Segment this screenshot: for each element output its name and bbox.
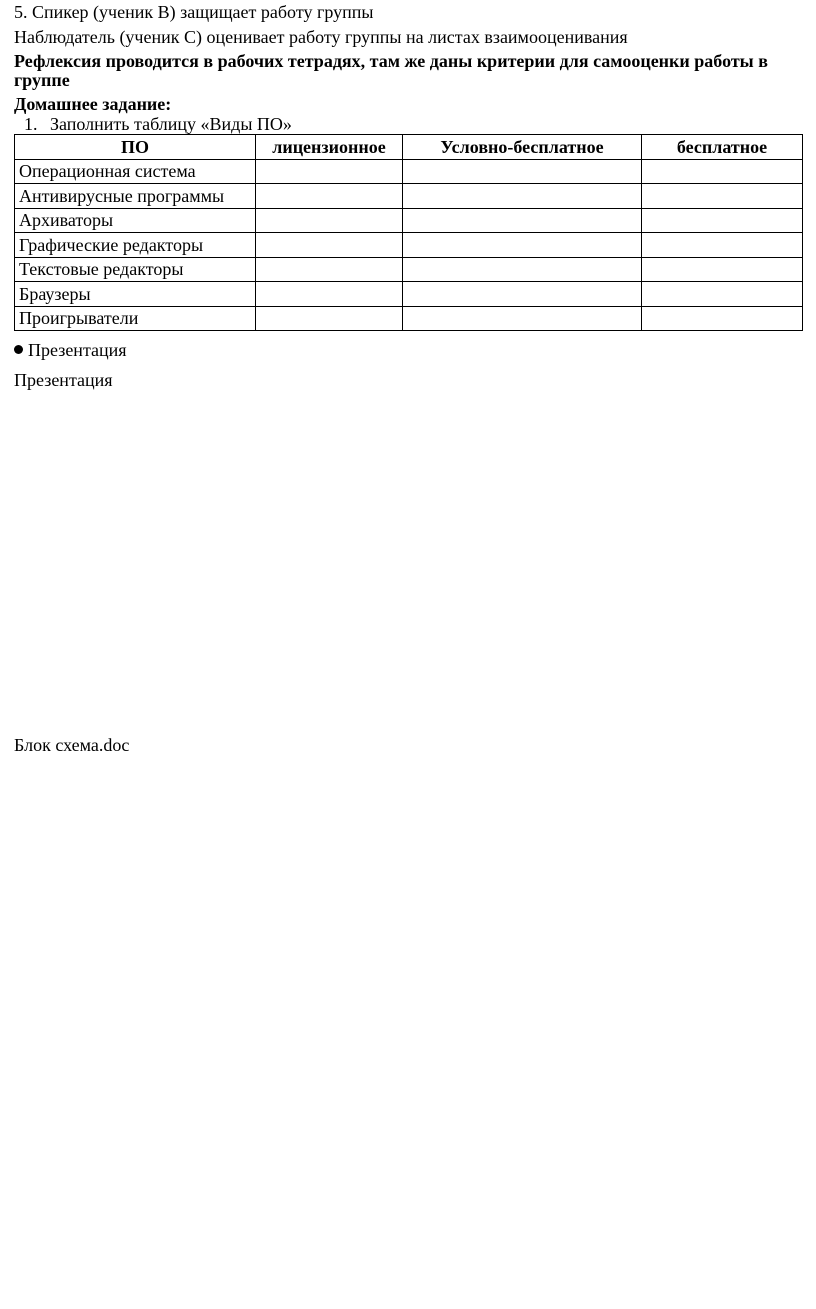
- table-cell: [256, 184, 403, 209]
- table-row: [15, 306, 803, 331]
- table-row: [15, 282, 803, 307]
- header-software: ПО: [15, 135, 256, 160]
- homework-item-text: Заполнить таблицу «Виды ПО»: [50, 114, 292, 134]
- table-cell: [403, 306, 642, 331]
- table-cell: [256, 282, 403, 307]
- table-cell: [642, 233, 803, 258]
- presentation-link[interactable]: Презентация: [14, 370, 113, 390]
- list-number: 1.: [24, 114, 38, 134]
- table-header-row: [15, 135, 803, 160]
- table-cell: [642, 159, 803, 184]
- table-cell: [256, 306, 403, 331]
- homework-title: Домашнее задание:: [14, 94, 172, 114]
- software-types-table: [14, 134, 803, 331]
- bullet-icon: [14, 345, 23, 354]
- speaker-line: 5. Спикер (ученик В) защищает работу группы: [14, 2, 374, 22]
- bullet-item-presentation: [14, 340, 127, 360]
- table-cell: [403, 184, 642, 209]
- table-cell: [642, 184, 803, 209]
- table-cell: [403, 257, 642, 282]
- row-name: Антивирусные программы: [15, 184, 256, 209]
- table-cell: [403, 159, 642, 184]
- block-scheme-link[interactable]: Блок схема.doc: [14, 735, 130, 755]
- table-cell: [256, 208, 403, 233]
- table-row: [15, 184, 803, 209]
- row-name: Текстовые редакторы: [15, 257, 256, 282]
- row-name: Операционная система: [15, 159, 256, 184]
- header-free: бесплатное: [642, 135, 803, 160]
- reflection-paragraph: Рефлексия проводится в рабочих тетрадях, там же даны критерии для самооценки работы в группе: [14, 51, 768, 90]
- table-row: [15, 257, 803, 282]
- table-cell: [403, 233, 642, 258]
- header-shareware: Условно-бесплатное: [403, 135, 642, 160]
- row-name: Архиваторы: [15, 208, 256, 233]
- table-cell: [642, 306, 803, 331]
- table-cell: [403, 282, 642, 307]
- table-cell: [403, 208, 642, 233]
- row-name: Графические редакторы: [15, 233, 256, 258]
- table-cell: [642, 208, 803, 233]
- table-cell: [642, 257, 803, 282]
- row-name: Браузеры: [15, 282, 256, 307]
- bullet-presentation-text: Презентация: [28, 340, 127, 360]
- table-row: [15, 233, 803, 258]
- homework-list-item: [14, 114, 292, 134]
- table-cell: [256, 159, 403, 184]
- row-name: Проигрыватели: [15, 306, 256, 331]
- table-cell: [256, 233, 403, 258]
- table-cell: [256, 257, 403, 282]
- table-cell: [642, 282, 803, 307]
- header-licensed: лицензионное: [256, 135, 403, 160]
- table-row: [15, 159, 803, 184]
- table-row: [15, 208, 803, 233]
- observer-line: Наблюдатель (ученик С) оценивает работу группы на листах взаимооценивания: [14, 27, 628, 47]
